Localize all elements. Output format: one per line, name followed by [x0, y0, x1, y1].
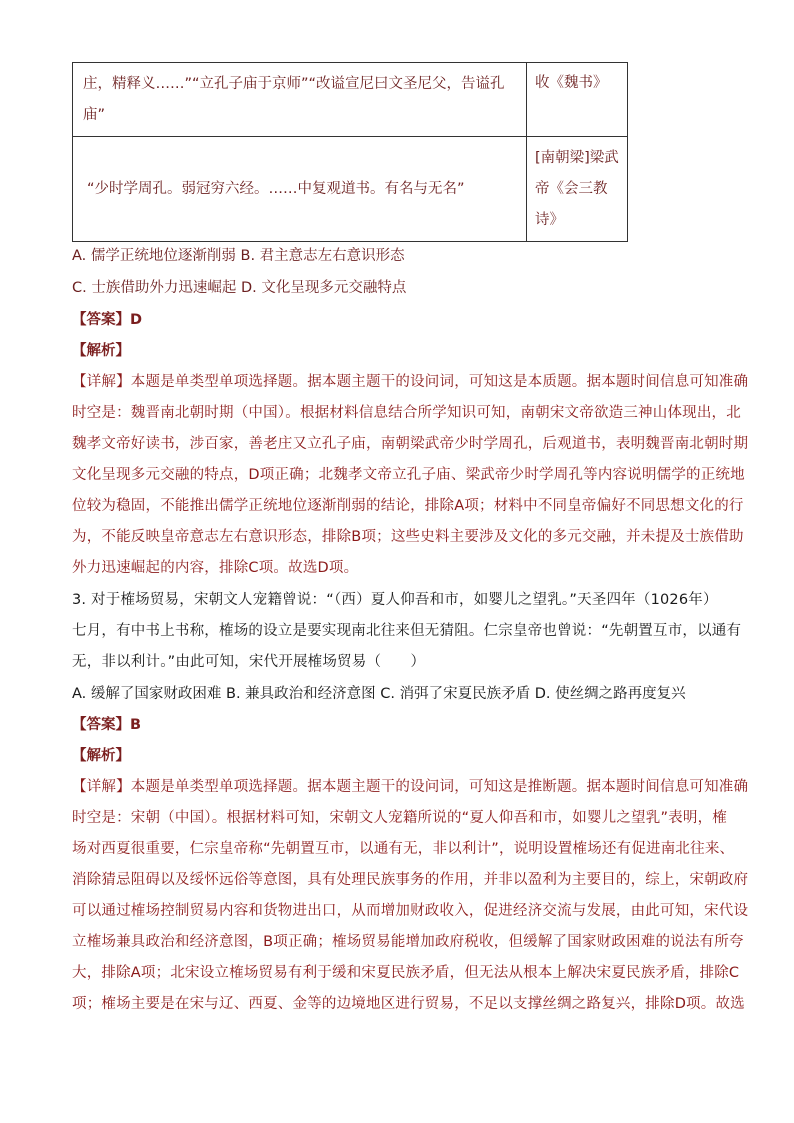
table-row	[73, 137, 628, 242]
table-row	[73, 63, 628, 137]
q3-analysis-label: 【解析】	[72, 748, 130, 764]
source-table	[72, 62, 628, 242]
q3-options: A. 缓解了国家财政困难 B. 兼具政治和经济意图 C. 消弭了宋夏民族矛盾 D. 使丝绸之路再度复兴	[72, 686, 686, 702]
q2-detail-line: 为，不能反映皇帝意志左右意识形态，排除B项；这些史料主要涉及文化的多元交融，并未提及士族借助	[72, 529, 744, 545]
table-cell-source: [南朝梁]梁武帝《会三教诗》	[526, 137, 627, 242]
q3-detail-line: 消除猜忌阻碍以及绥怀远俗等意图，具有处理民族事务的作用，并非以盈利为主要目的，综上，宋朝政府	[72, 872, 749, 888]
q3-detail-line: 时空是：宋朝（中国）。根据材料可知，宋朝文人宠籍所说的“夏人仰吾和市，如婴儿之望乳”表明，榷	[72, 810, 727, 826]
q3-answer-label: 【答案】B	[72, 717, 142, 733]
q3-detail-line: 可以通过榷场控制贸易内容和货物进出口，从而增加财政收入，促进经济交流与发展，由此可知，宋代设	[72, 903, 749, 919]
q2-analysis-label: 【解析】	[72, 343, 130, 359]
q3-stem-line: 3. 对于榷场贸易，宋朝文人宠籍曾说：“（西）夏人仰吾和市，如婴儿之望乳。”天圣四年（1026年）	[72, 592, 718, 608]
q3-stem-line: 无，非以利计。”由此可知，宋代开展榷场贸易（ ）	[72, 654, 426, 670]
q3-detail-line: 项；榷场主要是在宋与辽、西夏、金等的边境地区进行贸易，不足以支撑丝绸之路复兴，排除D项。故选	[72, 996, 745, 1012]
q2-detail-line: 【详解】本题是单类型单项选择题。据本题主题干的设问词，可知这是本质题。据本题时间信息可知准确	[72, 374, 749, 390]
q2-detail-line: 魏孝文帝好读书，涉百家，善老庄又立孔子庙，南朝梁武帝少时学周孔，后观道书，表明魏晋南北朝时期	[72, 436, 749, 452]
q2-detail-line: 时空是：魏晋南北朝时期（中国）。根据材料信息结合所学知识可知，南朝宋文帝欲造三神山体现出，北	[72, 405, 741, 421]
q3-detail-line: 场对西夏很重要，仁宗皇帝称“先朝置互市，以通有无，非以利计”，说明设置榷场还有促进南北往来、	[72, 841, 735, 857]
q3-detail-line: 大，排除A项；北宋设立榷场贸易有利于缓和宋夏民族矛盾，但无法从根本上解决宋夏民族矛盾，排除C	[72, 965, 740, 981]
q2-options-line-2: C. 士族借助外力迅速崛起 D. 文化呈现多元交融特点	[72, 280, 407, 296]
q2-detail-line: 文化呈现多元交融的特点，D项正确；北魏孝文帝立孔子庙、梁武帝少时学周孔等内容说明儒学的正统地	[72, 467, 745, 483]
q3-stem-line: 七月，有中书上书称，榷场的设立是要实现南北往来但无猜阻。仁宗皇帝也曾说：“先朝置互市，以通有	[72, 623, 742, 639]
table-cell-source: 收《魏书》	[526, 63, 627, 137]
q2-answer-label: 【答案】D	[72, 312, 143, 328]
q2-options-line-1: A. 儒学正统地位逐渐削弱 B. 君主意志左右意识形态	[72, 248, 405, 264]
table-cell-quote: “少时学周孔。弱冠穷六经。……中复观道书。有名与无名”	[73, 137, 527, 242]
q2-detail-line: 位较为稳固，不能推出儒学正统地位逐渐削弱的结论，排除A项；材料中不同皇帝偏好不同思想文化的行	[72, 498, 744, 514]
q2-detail-line: 外力迅速崛起的内容，排除C项。故选D项。	[72, 560, 359, 576]
q3-detail-line: 立榷场兼具政治和经济意图，B项正确；榷场贸易能增加政府税收，但缓解了国家财政困难的说法有所夸	[72, 934, 744, 950]
q3-detail-line: 【详解】本题是单类型单项选择题。据本题主题干的设问词，可知这是推断题。据本题时间信息可知准确	[72, 779, 749, 795]
table-cell-quote: 庄，精释义……”“立孔子庙于京师”“改谥宣尼曰文圣尼父，告谥孔庙”	[73, 63, 527, 137]
